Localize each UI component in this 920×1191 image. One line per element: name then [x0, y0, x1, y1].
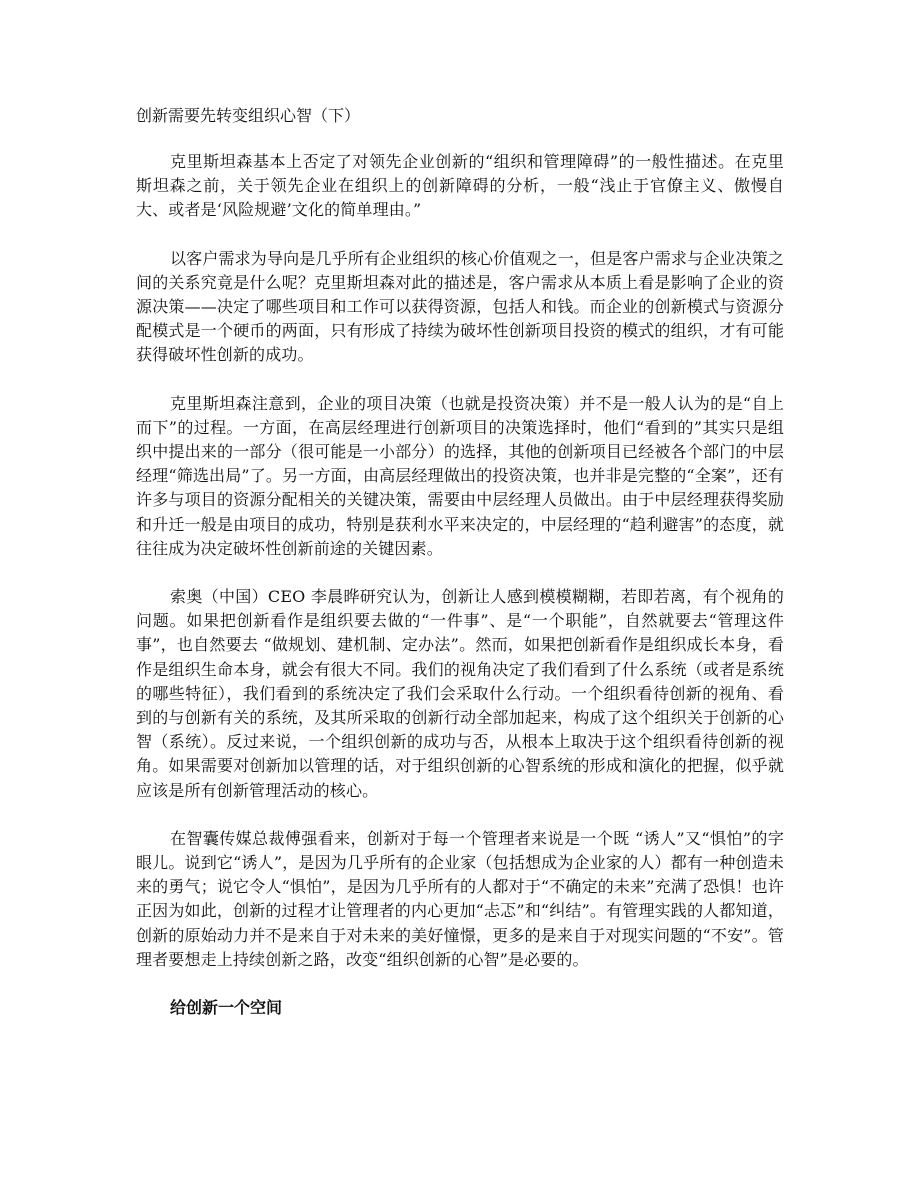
paragraph-5: 在智囊传媒总裁傅强看来，创新对于每一个管理者来说是一个既 “诱人”又“惧怕”的字眼儿。说到它“诱人”，是因为几乎所有的企业家（包括想成为企业家的人）都有一种创造未来的勇气；说它令人“惧怕”，是因为几乎所有的人都对于“不确定的未来”充满了恐惧！也许正因为如此，创新的过程才让管理者的内心更加“忐忑”和“纠结”。有管理实践的人都知道，创新的原始动力并不是来自于对未来的美好憧憬，更多的是来自于对现实问题的“不安”。管理者要想走上持续创新之路，改变“组织创新的心智”是必要的。 [136, 828, 784, 969]
document-title: 创新需要先转变组织心智（下） [136, 106, 361, 125]
paragraph-1: 克里斯坦森基本上否定了对领先企业创新的“组织和管理障碍”的一般性描述。在克里斯坦森之前，关于领先企业在组织上的创新障碍的分析，一般“浅止于官僚主义、傲慢自大、或者是‘风险规避’文化的简单理由。” [136, 152, 784, 220]
paragraph-4: 索奥（中国）CEO 李晨晔研究认为，创新让人感到模模糊糊，若即若离，有个视角的问题。如果把创新看作是组织要去做的“一件事”、是“一个职能”，自然就要去“管理这件事”，也自然要去 “做规划、建机制、定办法”。然而，如果把创新看作是组织成长本身，看作是组织生命本身，就会有很大不同。我们的视角决定了我们看到了什么系统（或者是系统的哪些特征），我们看到的系统决定了我们会采取什么行动。一个组织看待创新的视角、看到的与创新有关的系统，及其所采取的创新行动全部加起来，构成了这个组织关于创新的心智（系统）。反过来说，一个组织创新的成功与否，从根本上取决于这个组织看待创新的视角。如果需要对创新加以管理的话，对于组织创新的心智系统的形成和演化的把握，似乎就应该是所有创新管理活动的核心。 [136, 587, 784, 800]
paragraph-2: 以客户需求为导向是几乎所有企业组织的核心价值观之一，但是客户需求与企业决策之间的关系究竟是什么呢？克里斯坦森对此的描述是，客户需求从本质上看是影响了企业的资源决策——决定了哪些项目和工作可以获得资源，包括人和钱。而企业的创新模式与资源分配模式是一个硬币的两面，只有形成了持续为破坏性创新项目投资的模式的组织，才有可能获得破坏性创新的成功。 [136, 248, 784, 365]
document-body [136, 150, 784, 1020]
paragraph-3: 克里斯坦森注意到，企业的项目决策（也就是投资决策）并不是一般人认为的是“自上而下”的过程。一方面，在高层经理进行创新项目的决策选择时，他们“看到的”其实只是组织中提出来的一部分（很可能是一小部分）的选择，其他的创新项目已经被各个部门的中层经理“筛选出局”了。另一方面，由高层经理做出的投资决策，也并非是完整的“全案”，还有许多与项目的资源分配相关的关键决策，需要由中层经理人员做出。由于中层经理获得奖励和升迁一般是由项目的成功，特别是获利水平来决定的，中层经理的“趋利避害”的态度，就往往成为决定破坏性创新前途的关键因素。 [136, 393, 784, 558]
section-heading: 给创新一个空间 [170, 998, 283, 1018]
